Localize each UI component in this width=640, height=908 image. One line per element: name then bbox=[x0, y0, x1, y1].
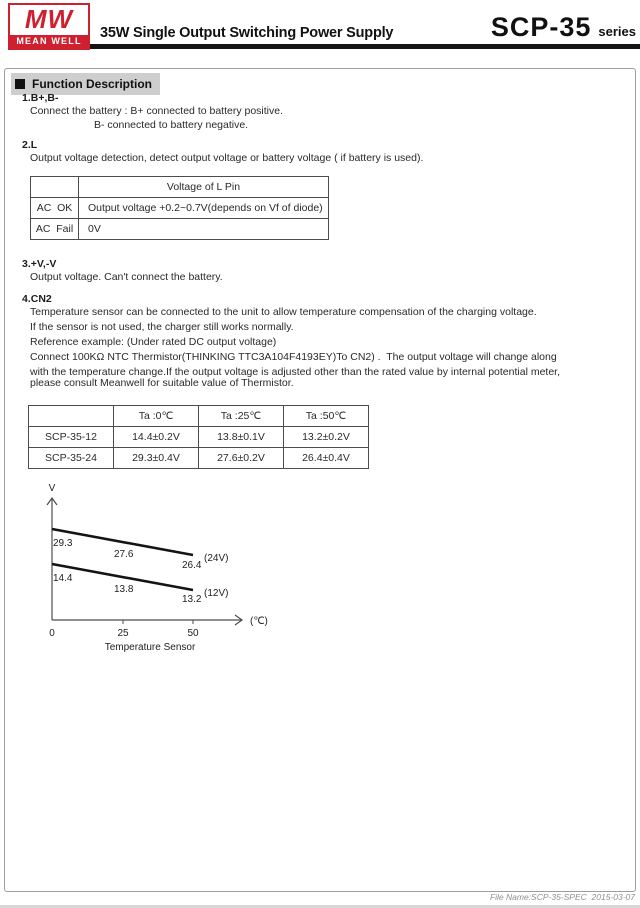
item3-heading: 3.+V,-V bbox=[22, 258, 57, 270]
table-row-label: AC Fail bbox=[31, 219, 79, 240]
item3-line1: Output voltage. Can't connect the battery. bbox=[30, 271, 223, 283]
temperature-compensation-chart bbox=[30, 478, 330, 658]
table-cell: 13.2±0.2V bbox=[284, 427, 369, 448]
value-label-12v-0: 14.4 bbox=[53, 573, 73, 584]
table-cell: 26.4±0.4V bbox=[284, 448, 369, 469]
x-tick-label-0: 0 bbox=[49, 628, 55, 639]
value-label-12v-50: 13.2 bbox=[182, 594, 202, 605]
table-row bbox=[29, 448, 369, 469]
table-row-label: AC OK bbox=[31, 198, 79, 219]
item4-heading: 4.CN2 bbox=[22, 293, 52, 305]
item4-line4: Connect 100KΩ NTC Thermistor(THINKING TTC3A104F4193EY)To CN2) . The output voltage will change along bbox=[30, 351, 557, 363]
y-axis-unit-label: V bbox=[48, 483, 56, 494]
item4-line1: Temperature sensor can be connected to the unit to allow temperature compensation of the charging voltage. bbox=[30, 306, 537, 318]
item1-line2: B- connected to battery negative. bbox=[94, 119, 249, 131]
table-row bbox=[31, 219, 329, 240]
table-row bbox=[29, 427, 369, 448]
item4-line5: with the temperature change.If the output voltage is adjusted other than the rated value by internal potential meter, bbox=[30, 366, 561, 378]
table-col-header: Voltage of L Pin bbox=[79, 177, 329, 198]
table-col-header: Ta :0℃ bbox=[114, 406, 199, 427]
table-row bbox=[31, 198, 329, 219]
item1-heading: 1.B+,B- bbox=[22, 92, 59, 104]
item4-line6: please consult Meanwell for suitable value of Thermistor. bbox=[30, 377, 294, 389]
model-name: SCP-35 bbox=[490, 12, 592, 42]
mw-logo-mark: MW bbox=[24, 4, 74, 34]
item2-heading: 2.L bbox=[22, 139, 38, 151]
value-label-24v-50: 26.4 bbox=[182, 560, 202, 571]
x-tick-label-25: 25 bbox=[117, 628, 129, 639]
series-label: series bbox=[598, 24, 636, 39]
series-label-24v: (24V) bbox=[204, 553, 229, 564]
table-cell-empty bbox=[31, 177, 79, 198]
x-axis-unit-label: (℃) bbox=[250, 616, 268, 627]
chart-x-caption: Temperature Sensor bbox=[104, 642, 196, 653]
table-cell: Output voltage +0.2~0.7V(depends on Vf of diode) bbox=[79, 198, 329, 219]
x-tick-label-50: 50 bbox=[187, 628, 199, 639]
table-cell-empty bbox=[29, 406, 114, 427]
table-col-header: Ta :50℃ bbox=[284, 406, 369, 427]
table-row-label: SCP-35-12 bbox=[29, 427, 114, 448]
footer-filename: File Name:SCP-35-SPEC 2015-03-07 bbox=[489, 892, 635, 902]
table-cell: 27.6±0.2V bbox=[199, 448, 284, 469]
table-row bbox=[29, 406, 369, 427]
document-subtitle: 35W Single Output Switching Power Supply bbox=[100, 25, 394, 41]
section-bullet-icon bbox=[15, 79, 25, 89]
value-label-12v-25: 13.8 bbox=[114, 584, 134, 595]
item4-line3: Reference example: (Under rated DC output voltage) bbox=[30, 336, 277, 348]
value-label-24v-25: 27.6 bbox=[114, 549, 134, 560]
table-cell: 14.4±0.2V bbox=[114, 427, 199, 448]
item2-line1: Output voltage detection, detect output voltage or battery voltage ( if battery is used). bbox=[30, 152, 424, 164]
mean-well-logo bbox=[8, 3, 90, 50]
table-row-label: SCP-35-24 bbox=[29, 448, 114, 469]
value-label-24v-0: 29.3 bbox=[53, 538, 73, 549]
table-cell: 29.3±0.4V bbox=[114, 448, 199, 469]
compensation-voltage-table bbox=[28, 405, 369, 469]
l-pin-voltage-table bbox=[30, 176, 329, 240]
table-col-header: Ta :25℃ bbox=[199, 406, 284, 427]
section-title: Function Description bbox=[32, 77, 152, 91]
series-title bbox=[491, 12, 636, 43]
header-divider-bar bbox=[90, 44, 640, 49]
series-label-12v: (12V) bbox=[204, 588, 229, 599]
table-cell: 0V bbox=[79, 219, 329, 240]
mean-well-wordmark: MEAN WELL bbox=[10, 35, 88, 48]
item1-line1: Connect the battery : B+ connected to battery positive. bbox=[30, 105, 284, 117]
table-cell: 13.8±0.1V bbox=[199, 427, 284, 448]
table-row bbox=[31, 177, 329, 198]
item4-line2: If the sensor is not used, the charger still works normally. bbox=[30, 321, 294, 333]
